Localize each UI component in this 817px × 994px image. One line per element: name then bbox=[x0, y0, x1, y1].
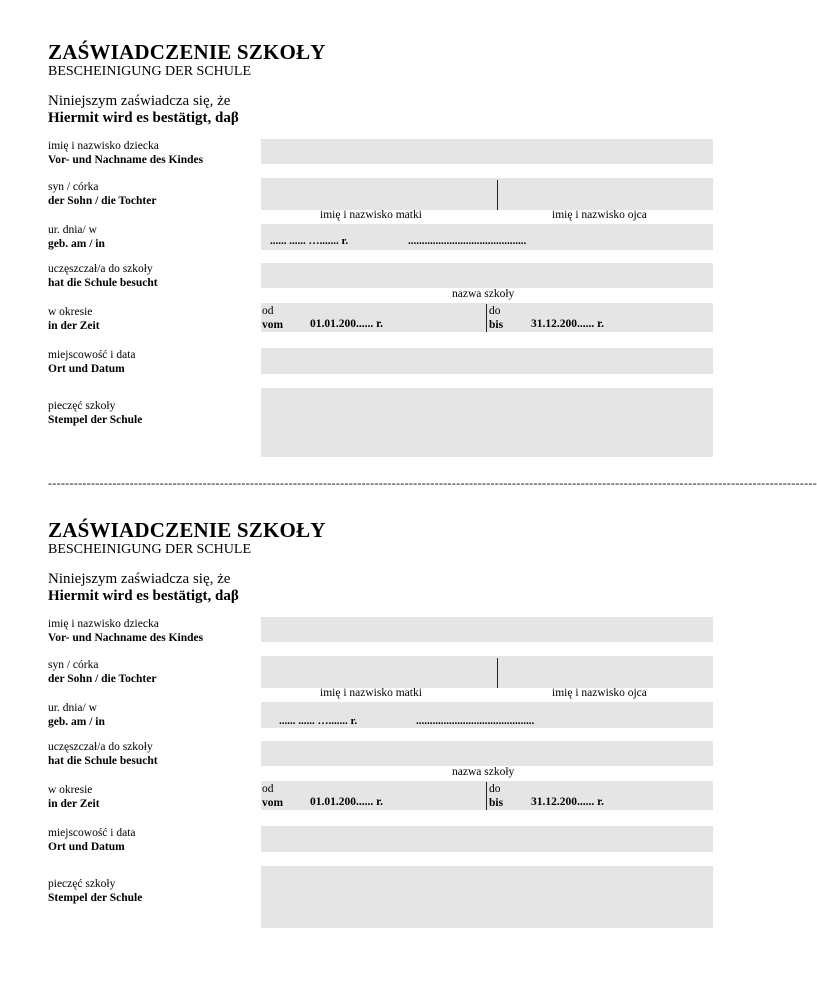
birth-place-dots: ........................................... bbox=[408, 235, 527, 247]
born-label-de: geb. am / in bbox=[48, 716, 105, 728]
born-label-pl: ur. dnia/ w bbox=[48, 224, 97, 236]
to-label bbox=[489, 304, 503, 332]
from-label-de: vom bbox=[262, 319, 284, 331]
school-label bbox=[48, 740, 158, 768]
to-label-de: bis bbox=[489, 319, 504, 331]
to-label-de: bis bbox=[489, 797, 504, 809]
child-name-field[interactable] bbox=[261, 139, 713, 164]
mother-name-caption: imię i nazwisko matki bbox=[320, 209, 422, 221]
child-name-label-pl: imię i nazwisko dziecka bbox=[48, 618, 159, 630]
period-label-de: in der Zeit bbox=[48, 798, 100, 810]
from-label bbox=[262, 304, 283, 332]
school-label-pl: uczęszczał/a do szkoły bbox=[48, 263, 153, 275]
place-date-label bbox=[48, 348, 136, 376]
from-label-pl: od bbox=[262, 305, 274, 317]
to-date-value: 31.12.200...... r. bbox=[531, 796, 605, 808]
child-name-label-de: Vor- und Nachname des Kindes bbox=[48, 632, 204, 644]
period-label bbox=[48, 305, 100, 333]
school-name-caption: nazwa szkoły bbox=[452, 766, 515, 778]
place-date-label-de: Ort und Datum bbox=[48, 841, 125, 853]
father-name-caption: imię i nazwisko ojca bbox=[552, 209, 647, 221]
stamp-label-de: Stempel der Schule bbox=[48, 414, 143, 426]
stamp-label-pl: pieczęć szkoły bbox=[48, 878, 116, 890]
son-daughter-label-pl: syn / córka bbox=[48, 659, 99, 671]
period-label bbox=[48, 783, 100, 811]
parents-divider bbox=[497, 658, 498, 688]
period-label-pl: w okresie bbox=[48, 784, 93, 796]
to-label-pl: do bbox=[489, 783, 501, 795]
stamp-label-pl: pieczęć szkoły bbox=[48, 400, 116, 412]
born-label-de: geb. am / in bbox=[48, 238, 105, 250]
parents-field[interactable] bbox=[261, 178, 713, 210]
form-subtitle: BESCHEINIGUNG DER SCHULE bbox=[48, 64, 251, 79]
form-subtitle: BESCHEINIGUNG DER SCHULE bbox=[48, 542, 251, 557]
period-divider bbox=[486, 782, 487, 810]
born-label bbox=[48, 223, 105, 251]
to-label-pl: do bbox=[489, 305, 501, 317]
from-date-value: 01.01.200...... r. bbox=[310, 796, 384, 808]
certificate-form-2 bbox=[0, 476, 817, 948]
intro-german: Hiermit wird es bestätigt, daβ bbox=[48, 588, 239, 604]
child-name-label-pl: imię i nazwisko dziecka bbox=[48, 140, 159, 152]
born-label bbox=[48, 701, 105, 729]
to-date-value: 31.12.200...... r. bbox=[531, 318, 605, 330]
intro-polish: Niniejszym zaświadcza się, że bbox=[48, 93, 231, 109]
school-label-pl: uczęszczał/a do szkoły bbox=[48, 741, 153, 753]
period-divider bbox=[486, 304, 487, 332]
son-daughter-label bbox=[48, 180, 156, 208]
form-title: ZAŚWIADCZENIE SZKOŁY bbox=[48, 518, 326, 542]
to-label bbox=[489, 782, 503, 810]
place-date-label-de: Ort und Datum bbox=[48, 363, 125, 375]
intro-german: Hiermit wird es bestätigt, daβ bbox=[48, 110, 239, 126]
son-daughter-label bbox=[48, 658, 156, 686]
form-title: ZAŚWIADCZENIE SZKOŁY bbox=[48, 40, 326, 64]
stamp-label bbox=[48, 399, 142, 427]
school-label-de: hat die Schule besucht bbox=[48, 755, 158, 767]
place-date-label-pl: miejscowość i data bbox=[48, 827, 136, 839]
period-label-de: in der Zeit bbox=[48, 320, 100, 332]
parents-field[interactable] bbox=[261, 656, 713, 688]
son-daughter-label-de: der Sohn / die Tochter bbox=[48, 195, 157, 207]
place-date-label bbox=[48, 826, 136, 854]
school-stamp-field[interactable] bbox=[261, 388, 713, 457]
son-daughter-label-de: der Sohn / die Tochter bbox=[48, 673, 157, 685]
child-name-label-de: Vor- und Nachname des Kindes bbox=[48, 154, 204, 166]
place-date-field[interactable] bbox=[261, 348, 713, 374]
school-name-field[interactable] bbox=[261, 741, 713, 766]
school-label-de: hat die Schule besucht bbox=[48, 277, 158, 289]
child-name-field[interactable] bbox=[261, 617, 713, 642]
school-name-field[interactable] bbox=[261, 263, 713, 288]
son-daughter-label-pl: syn / córka bbox=[48, 181, 99, 193]
from-date-value: 01.01.200...... r. bbox=[310, 318, 384, 330]
place-date-label-pl: miejscowość i data bbox=[48, 349, 136, 361]
from-label bbox=[262, 782, 283, 810]
born-label-pl: ur. dnia/ w bbox=[48, 702, 97, 714]
birth-date-dots: ...... ...... …....... r. bbox=[270, 235, 349, 247]
cut-line: ----------------------------------------------------------------------------------------------------------------------------------------------------------------------------------- bbox=[48, 476, 817, 490]
certificate-form-1 bbox=[0, 0, 768, 470]
place-date-field[interactable] bbox=[261, 826, 713, 852]
father-name-caption: imię i nazwisko ojca bbox=[552, 687, 647, 699]
mother-name-caption: imię i nazwisko matki bbox=[320, 687, 422, 699]
from-label-pl: od bbox=[262, 783, 274, 795]
stamp-label-de: Stempel der Schule bbox=[48, 892, 143, 904]
parents-divider bbox=[497, 180, 498, 210]
stamp-label bbox=[48, 877, 142, 905]
birth-date-dots: ...... ...... …....... r. bbox=[279, 715, 358, 727]
school-name-caption: nazwa szkoły bbox=[452, 288, 515, 300]
school-stamp-field[interactable] bbox=[261, 866, 713, 928]
school-label bbox=[48, 262, 158, 290]
birth-place-dots: ........................................... bbox=[416, 715, 535, 727]
intro-polish: Niniejszym zaświadcza się, że bbox=[48, 571, 231, 587]
child-name-label bbox=[48, 139, 203, 167]
period-label-pl: w okresie bbox=[48, 306, 93, 318]
from-label-de: vom bbox=[262, 797, 284, 809]
child-name-label bbox=[48, 617, 203, 645]
